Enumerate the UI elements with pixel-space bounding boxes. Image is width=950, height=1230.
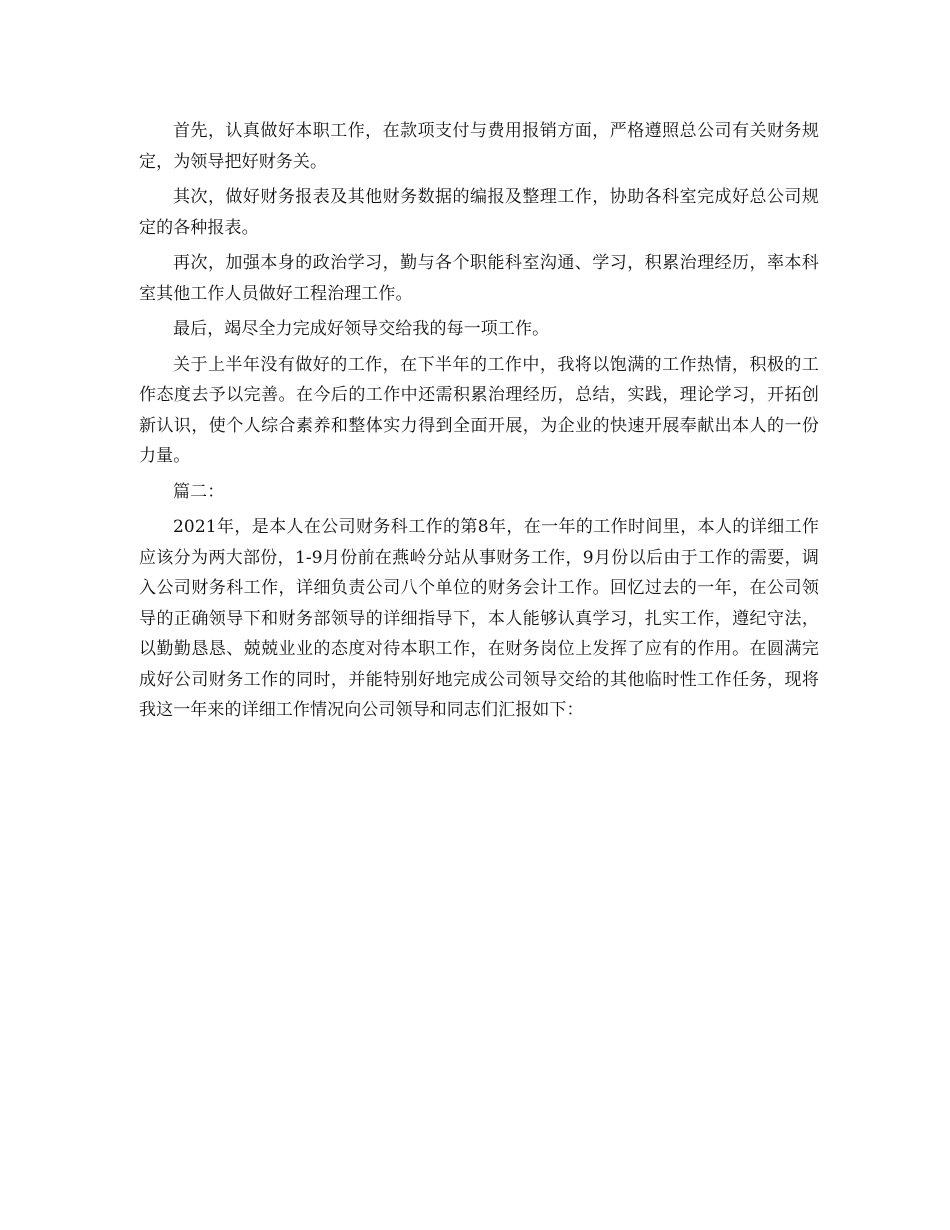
paragraph-summary: 关于上半年没有做好的工作，在下半年的工作中，我将以饱满的工作热情，积极的工作态度去予以完善。在今后的工作中还需积累治理经历，总结，实践，理论学习，开拓创新认识，使个人综合素养和整体实力得到全面开展，为企业的快速开展奉献出本人的一份力量。 [139,354,819,466]
paragraph-last: 最后，竭尽全力完成好领导交给我的每一项工作。 [173,319,550,339]
paragraph-first: 首先，认真做好本职工作，在款项支付与费用报销方面，严格遵照总公司有关财务规定，为领导把好财务关。 [139,121,819,172]
paragraph-third: 再次，加强本身的政治学习，勤与各个职能科室沟通、学习，积累治理经历，率本科室其他工作人员做好工程治理工作。 [139,253,819,304]
paragraph-second: 其次，做好财务报表及其他财务数据的编报及整理工作，协助各科室完成好总公司规定的各种报表。 [139,187,819,238]
section-heading: 篇二： [173,481,225,502]
document-page [139,116,819,731]
paragraph-report: 2021年，是本人在公司财务科工作的第8年，在一年的工作时间里，本人的详细工作应该分为两大部份，1-9月份前在燕岭分站从事财务工作，9月份以后由于工作的需要，调入公司财务科工作，详细负责公司八个单位的财务会计工作。回忆过去的一年，在公司领导的正确领导下和财务部领导的详细指导下，本人能够认真学习，扎实工作，遵纪守法，以勤勤恳恳、兢兢业业的态度对待本职工作，在财务岗位上发挥了应有的作用。在圆满完成好公司财务工作的同时，并能特别好地完成公司领导交给的其他临时性工作任务，现将我这一年来的详细工作情况向公司领导和同志们汇报如下： [139,517,819,720]
